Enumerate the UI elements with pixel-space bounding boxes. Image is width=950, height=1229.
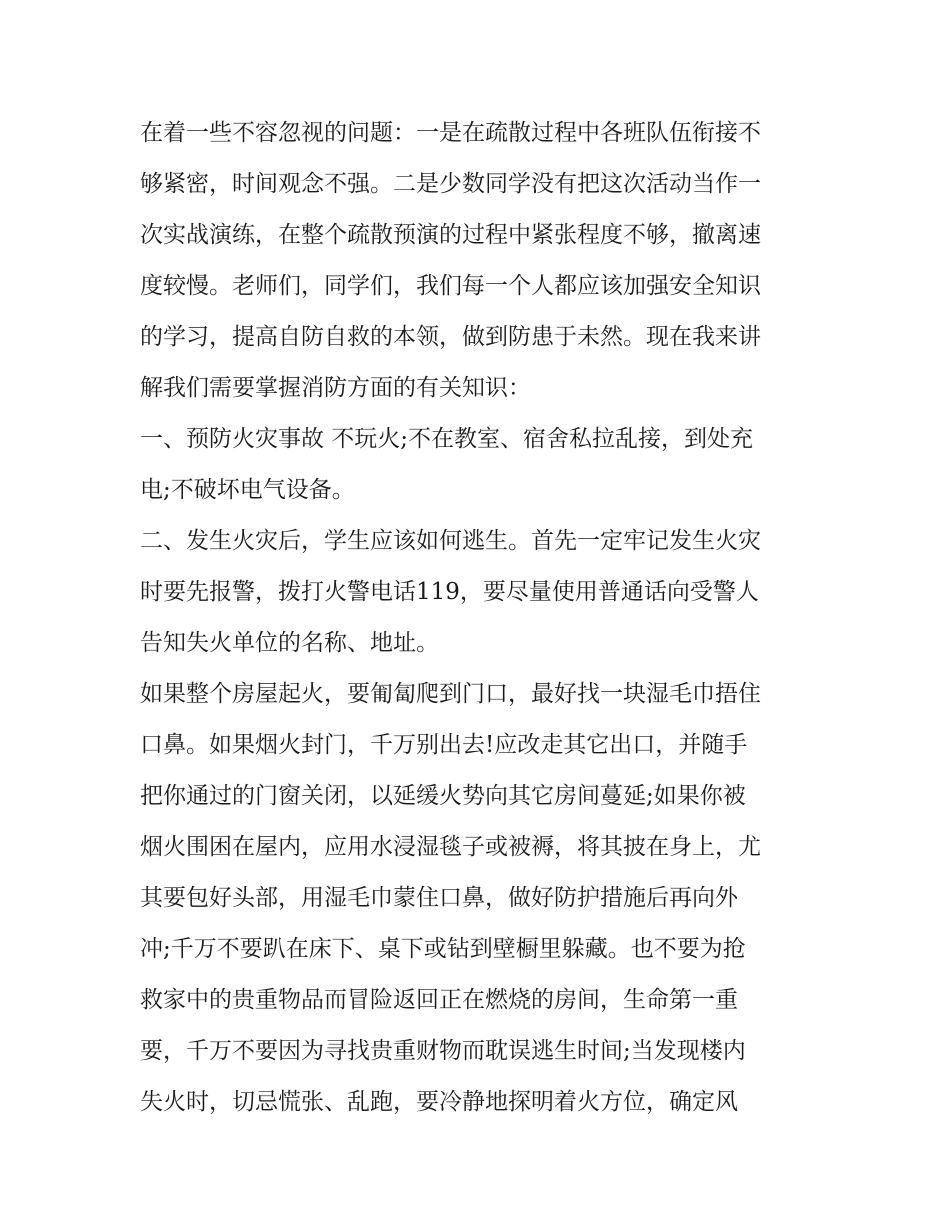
text-line: 救家中的贵重物品而冒险返回正在燃烧的房间，生命第一重: [140, 987, 738, 1013]
text-line: 二、发生火灾后，学生应该如何逃生。首先一定牢记发生火灾: [140, 528, 761, 554]
text-line: 一、预防火灾事故 不玩火;不在教室、宿舍私拉乱接，到处充: [140, 426, 754, 452]
text-line: 烟火围困在屋内，应用水浸湿毯子或被褥，将其披在身上，尤: [140, 834, 761, 860]
text-line: 要，千万不要因为寻找贵重财物而耽误逃生时间;当发现楼内: [140, 1038, 746, 1064]
text-line: 冲;千万不要趴在床下、桌下或钻到壁橱里躲藏。也不要为抢: [140, 936, 746, 962]
text-line: 次实战演练，在整个疏散预演的过程中紧张程度不够，撤离速: [140, 222, 761, 248]
document-body: [140, 108, 818, 1128]
text-line: 在着一些不容忽视的问题：一是在疏散过程中各班队伍衔接不: [140, 120, 761, 146]
text-line: 其要包好头部，用湿毛巾蒙住口鼻，做好防护措施后再向外: [140, 885, 738, 911]
text-line: 电;不破坏电气设备。: [140, 477, 355, 503]
text-line: 把你通过的门窗关闭，以延缓火势向其它房间蔓延;如果你被: [140, 783, 746, 809]
text-line: 时要先报警，拨打火警电话119，要尽量使用普通话向受警人: [140, 579, 759, 605]
text-line: 如果整个房屋起火，要匍匐爬到门口，最好找一块湿毛巾捂住: [140, 681, 761, 707]
text-line: 的学习，提高自防自救的本领，做到防患于未然。现在我来讲: [140, 324, 761, 350]
text-line: 失火时，切忌慌张、乱跑，要冷静地探明着火方位，确定风: [140, 1089, 738, 1115]
text-line: 口鼻。如果烟火封门，千万别出去!应改走其它出口，并随手: [140, 732, 748, 758]
text-line: 够紧密，时间观念不强。二是少数同学没有把这次活动当作一: [140, 171, 761, 197]
text-line: 解我们需要掌握消防方面的有关知识：: [140, 375, 531, 401]
text-line: 度较慢。老师们，同学们，我们每一个人都应该加强安全知识: [140, 273, 761, 299]
text-line: 告知失火单位的名称、地址。: [140, 630, 439, 656]
